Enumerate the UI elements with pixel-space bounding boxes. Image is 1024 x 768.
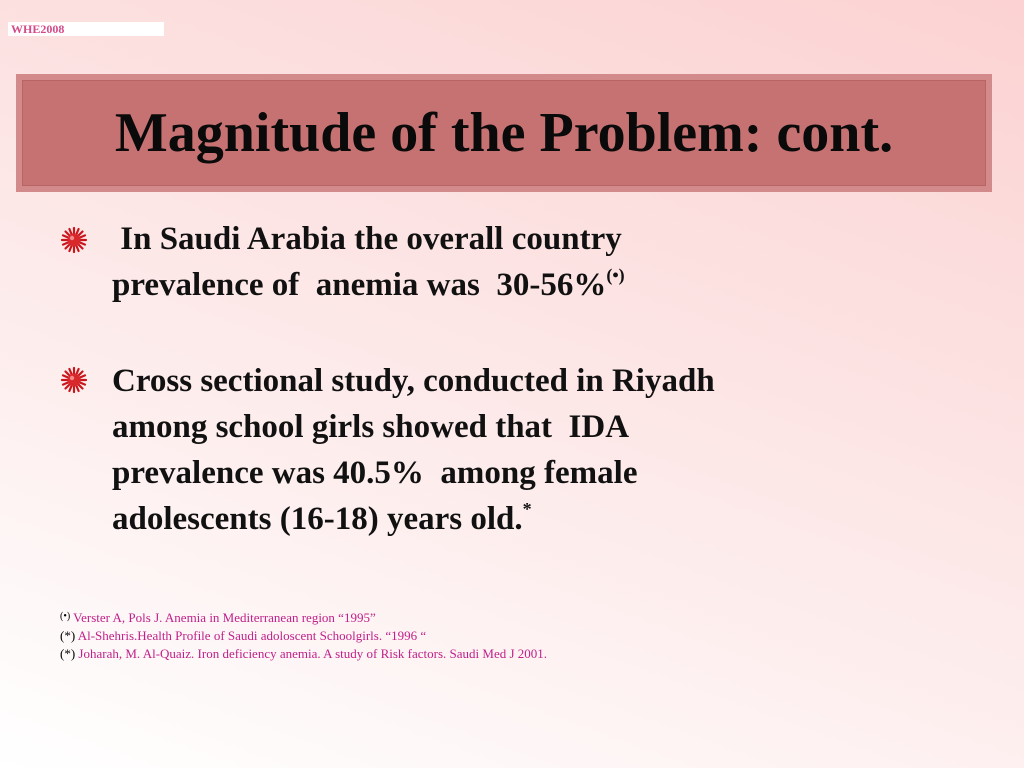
starburst-bullet-icon [60, 226, 88, 254]
reference-3 [60, 645, 547, 663]
title-band [16, 74, 992, 192]
reference-2-mark: (*) [60, 628, 78, 643]
slide-title: Magnitude of the Problem: cont. [114, 102, 894, 164]
bullet-2-line-2: among school girls showed that IDA [112, 409, 630, 445]
bullet-1-line-1: In Saudi Arabia the overall country [112, 221, 622, 257]
reference-1-text: Verster A, Pols J. Anemia in Mediterranean region “1995” [70, 610, 376, 625]
slide-tag: WHE2008 [8, 22, 164, 36]
reference-3-mark: (*) [60, 646, 79, 661]
bullet-1-superscript: (•) [606, 265, 625, 285]
bullet-1-line-2-text: prevalence of anemia was 30-56% [112, 267, 607, 303]
bullet-text-1 [112, 216, 625, 308]
reference-1-mark: (•) [60, 611, 71, 622]
references [60, 608, 547, 663]
bullet-2-superscript: * [522, 499, 532, 519]
bullet-2-line-1: Cross sectional study, conducted in Riyadh [112, 363, 715, 399]
reference-3-text: Joharah, M. Al-Quaiz. Iron deficiency anemia. A study of Risk factors. Saudi Med J 2001. [78, 646, 548, 661]
starburst-bullet-icon [60, 366, 88, 394]
bullet-2-line-4 [112, 496, 715, 542]
reference-1 [60, 608, 547, 627]
bullet-2-line-4-text: adolescents (16-18) years old. [112, 501, 523, 537]
bullet-text-2 [112, 358, 715, 542]
bullet-1-line-2 [112, 262, 625, 308]
reference-2-text: Al-Shehris.Health Profile of Saudi adoloscent Schoolgirls. “1996 “ [77, 628, 427, 643]
bullet-2-line-3: prevalence was 40.5% among female [112, 455, 638, 491]
title-inner-panel [22, 80, 986, 186]
reference-2 [60, 627, 547, 645]
